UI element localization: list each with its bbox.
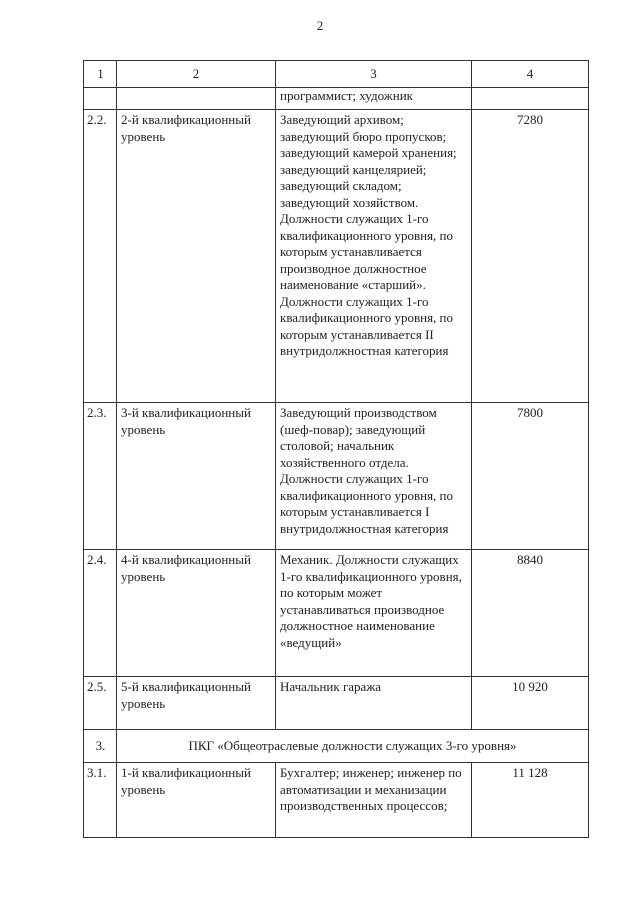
qualification-level: 2-й квалификационный уровень bbox=[117, 110, 276, 403]
section-title: ПКГ «Общеотраслевые должности служащих 3-го уровня» bbox=[117, 730, 589, 763]
row-number: 2.4. bbox=[84, 550, 117, 677]
qualification-table bbox=[83, 60, 589, 838]
row-number: 2.3. bbox=[84, 403, 117, 550]
table-row bbox=[84, 403, 589, 550]
qualification-level: 1-й квалификационный уровень bbox=[117, 763, 276, 838]
header-col-3: 3 bbox=[276, 61, 472, 88]
salary-value: 10 920 bbox=[472, 677, 589, 730]
section-number: 3. bbox=[84, 730, 117, 763]
row-number: 2.2. bbox=[84, 110, 117, 403]
header-col-4: 4 bbox=[472, 61, 589, 88]
table-row bbox=[84, 677, 589, 730]
table-header-row bbox=[84, 61, 589, 88]
positions-list: программист; художник bbox=[276, 88, 472, 110]
page-number: 2 bbox=[316, 18, 324, 33]
qualification-level bbox=[117, 88, 276, 110]
positions-list: Заведующий производством (шеф-повар); заведующий столовой; начальник хозяйственного отдела. Должности служащих 1-го квалификационного уровня, по которым устанавливается I внутридолжностная категория bbox=[276, 403, 472, 550]
positions-list: Механик. Должности служащих 1-го квалификационного уровня, по которым может устанавливаться производное должностное наименование «ведущий» bbox=[276, 550, 472, 677]
positions-list: Бухгалтер; инженер; инженер по автоматизации и механизации производственных процессов; bbox=[276, 763, 472, 838]
salary-value: 7800 bbox=[472, 403, 589, 550]
header-col-1: 1 bbox=[84, 61, 117, 88]
row-number: 3.1. bbox=[84, 763, 117, 838]
table-row bbox=[84, 110, 589, 403]
salary-value: 8840 bbox=[472, 550, 589, 677]
table-row bbox=[84, 88, 589, 110]
qualification-level: 3-й квалификационный уровень bbox=[117, 403, 276, 550]
qualification-level: 5-й квалификационный уровень bbox=[117, 677, 276, 730]
salary-value: 7280 bbox=[472, 110, 589, 403]
positions-list: Начальник гаража bbox=[276, 677, 472, 730]
table-row bbox=[84, 763, 589, 838]
row-number: 2.5. bbox=[84, 677, 117, 730]
salary-value bbox=[472, 88, 589, 110]
positions-list: Заведующий архивом; заведующий бюро пропусков; заведующий камерой хранения; заведующий канцелярией; заведующий складом; заведующий хозяйством. Должности служащих 1-го квалификационного уровня, по которым устанавливается производное должностное наименование «старший». Должности служащих 1-го квалификационного уровня, по которым устанавливается II внутридолжностная категория bbox=[276, 110, 472, 403]
qualification-level: 4-й квалификационный уровень bbox=[117, 550, 276, 677]
section-row bbox=[84, 730, 589, 763]
salary-value: 11 128 bbox=[472, 763, 589, 838]
header-col-2: 2 bbox=[117, 61, 276, 88]
row-number bbox=[84, 88, 117, 110]
table-row bbox=[84, 550, 589, 677]
